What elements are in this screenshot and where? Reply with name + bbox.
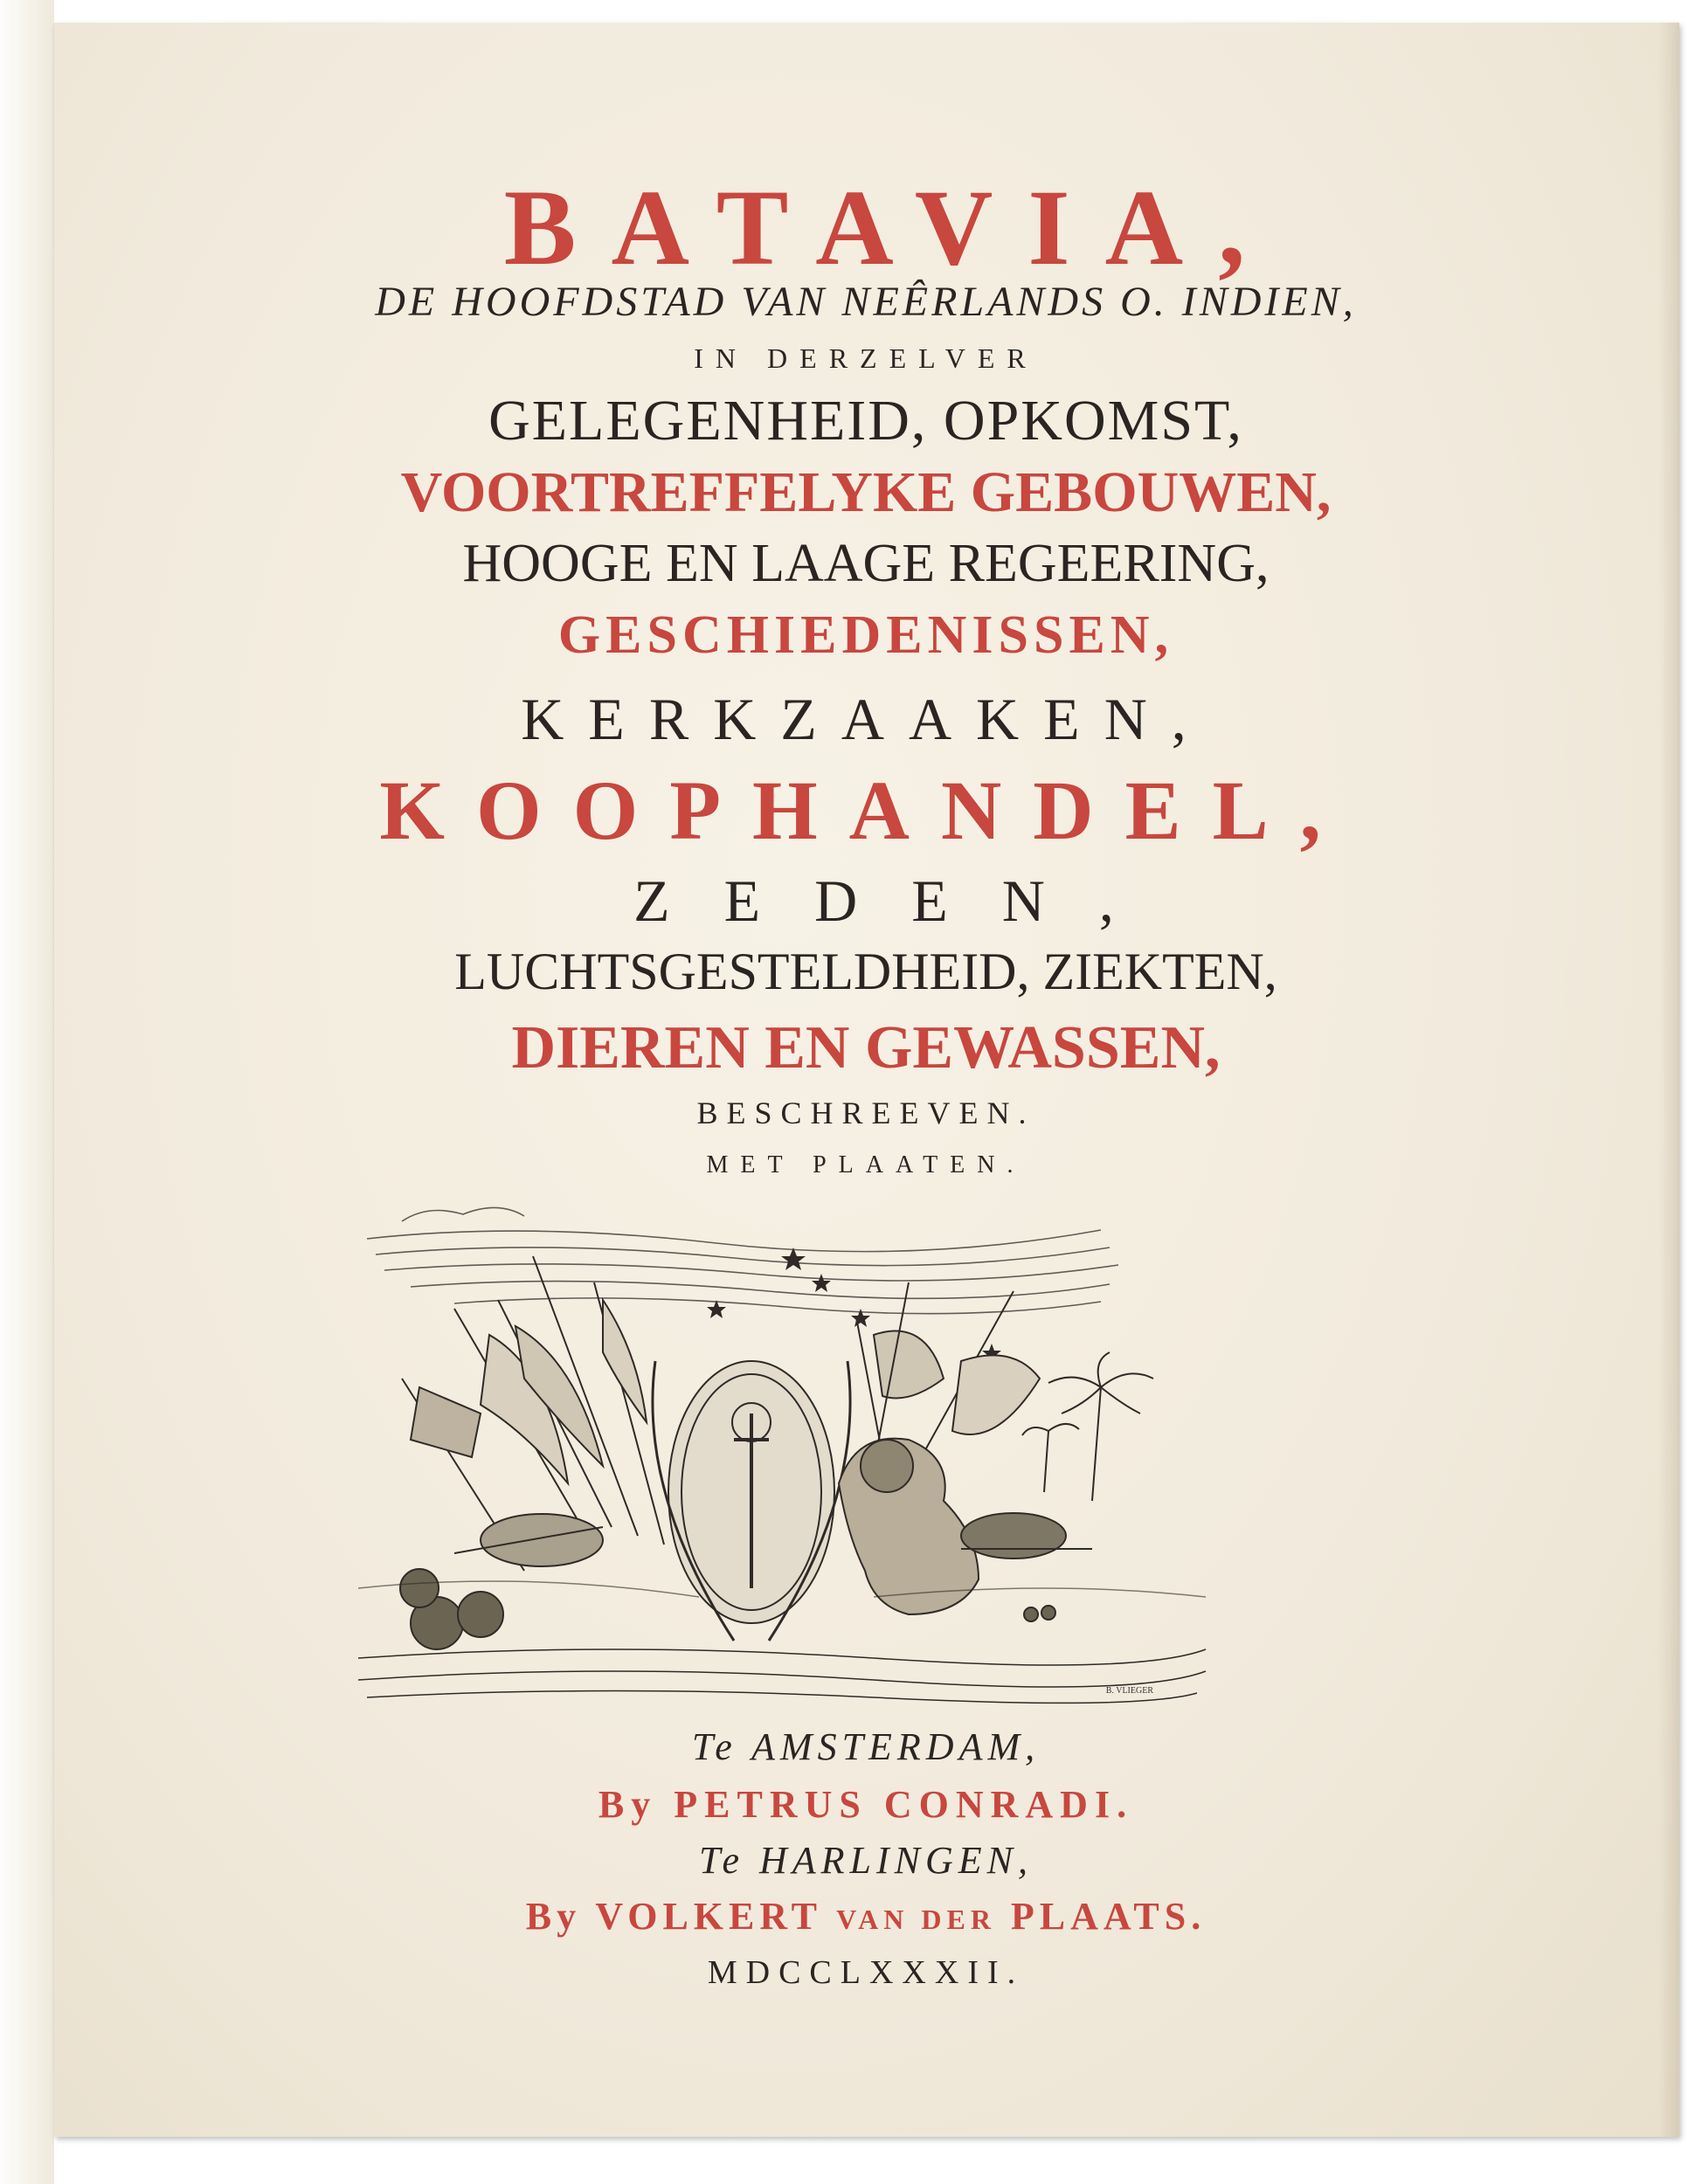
facing-page-edge [0, 0, 54, 2184]
title-line-voortreffelyke: VOORTREFFELYKE GEBOUWEN, [400, 460, 1332, 524]
imprint-publisher-van-der-plaats [54, 1894, 1678, 1939]
imprint-year: MDCCLXXXII. [707, 1954, 1025, 1991]
lion-figure [839, 1439, 979, 1614]
imprint-volkert: VOLKERT [595, 1895, 822, 1938]
cannon-right [961, 1513, 1092, 1559]
title-line-in-derzelver: IN DERZELVER [694, 342, 1038, 374]
title-line-zeden: ZEDEN, [633, 867, 1168, 934]
imprint-van-der: VAN DER [836, 1904, 996, 1935]
imprint-plaats: PLAATS. [1010, 1895, 1207, 1938]
woodcut-vignette [349, 1204, 1214, 1711]
engraver-signature: B. VLIEGER [1105, 1686, 1153, 1696]
title-line-dieren: DIEREN EN GEWASSEN, [511, 1014, 1221, 1082]
imprint-place-harlingen: Te HARLINGEN, [699, 1839, 1033, 1882]
title-line-met-plaaten: MET PLAATEN. [706, 1151, 1026, 1178]
imprint-publisher-conradi: By PETRUS CONRADI. [598, 1783, 1134, 1826]
title-line-beschreeven: BESCHREEVEN. [696, 1095, 1035, 1130]
title-line-gelegenheid: GELEGENHEID, OPKOMST, [488, 389, 1243, 453]
imprint-place-amsterdam: Te AMSTERDAM, [691, 1725, 1041, 1768]
cannon-left [454, 1514, 603, 1566]
imprint-by: By [525, 1895, 582, 1938]
central-shield [653, 1361, 850, 1641]
title-line-koophandel: KOOPHANDEL, [379, 764, 1353, 857]
title-line-hooge: HOOGE EN LAAGE REGEERING, [462, 534, 1270, 593]
palm-trees [1022, 1352, 1153, 1501]
title-line-geschiedenissen: GESCHIEDENISSEN, [557, 605, 1174, 665]
title-line-luchtsgesteldheid: LUCHTSGESTELDHEID, ZIEKTEN, [454, 943, 1277, 1000]
book-subtitle: DE HOOFDSTAD VAN NEÊRLANDS O. INDIEN, [375, 279, 1357, 325]
book-title: BATAVIA, [503, 168, 1281, 287]
sky-hatching [367, 1207, 1118, 1313]
title-line-kerkzaaken: KERKZAAKEN, [521, 686, 1211, 752]
